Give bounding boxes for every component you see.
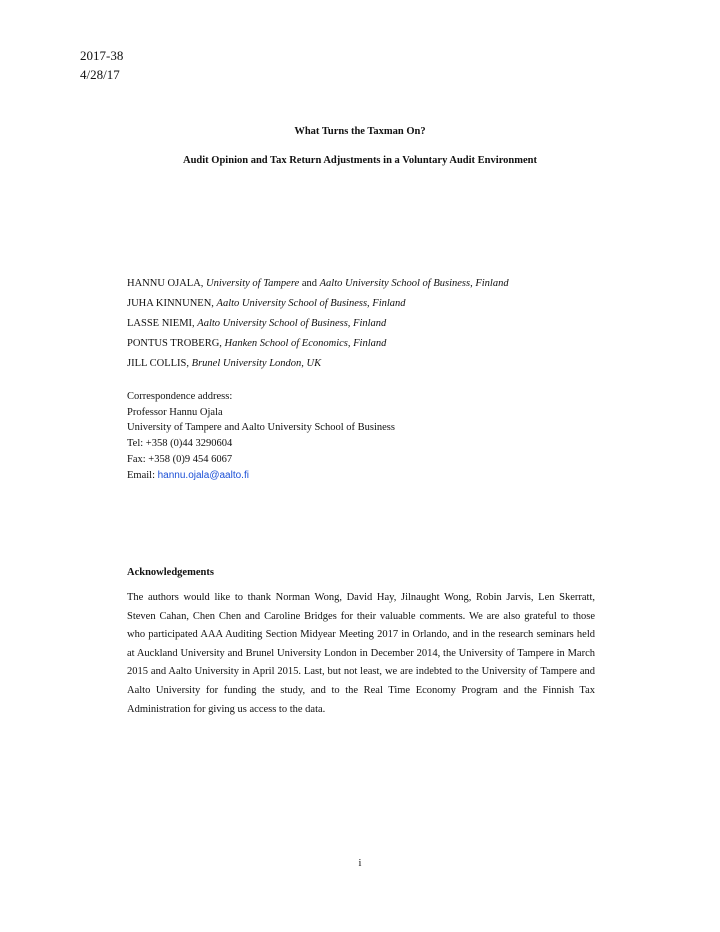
correspondence-email-line xyxy=(127,468,395,484)
acknowledgements-body: The authors would like to thank Norman Wong, David Hay, Jilnaught Wong, Robin Jarvis, Len Skerratt, Steven Cahan, Chen Chen and Caroline Bridges for their valuable comments. We are also grateful to those who participated AAA Auditing Section Midyear Meeting 2017 in Orlando, and in the research seminars held at Auckland University and Brunel University London in December 2014, the University of Tampere in March 2015 and Aalto University in April 2015. Last, but not least, we are indebted to the University of Tampere and Aalto University for funding the study, and to the Real Time Economy Program and the Finnish Tax Administration for giving us access to the data. xyxy=(127,592,595,715)
acknowledgements-heading: Acknowledgements xyxy=(127,567,214,578)
author-affiliation: Hanken School of Economics, Finland xyxy=(224,338,387,349)
author-line xyxy=(127,297,406,311)
correspondence-institution: University of Tampere and Aalto University School of Business xyxy=(127,422,395,434)
author-affiliation: Aalto University School of Business, Finland xyxy=(197,318,387,329)
correspondence-fax: Fax: +358 (0)9 454 6067 xyxy=(127,453,233,465)
paper-title: What Turns the Taxman On? xyxy=(294,126,426,137)
author-line xyxy=(127,277,509,291)
author-name: JILL COLLIS, xyxy=(127,358,190,369)
paper-subtitle: Audit Opinion and Tax Return Adjustments in a Voluntary Audit Environment xyxy=(183,155,537,166)
author-name: HANNU OJALA, xyxy=(127,278,204,289)
email-link[interactable]: hannu.ojala@aalto.fi xyxy=(157,469,249,481)
page-number: i xyxy=(358,858,362,869)
author-affiliation: University of Tampere xyxy=(206,278,300,289)
author-affiliation: Brunel University London, UK xyxy=(191,358,322,369)
doc-number: 2017-38 xyxy=(80,48,124,63)
email-label: Email: xyxy=(127,469,155,481)
correspondence-heading: Correspondence address: xyxy=(127,391,233,402)
correspondence-name: Professor Hannu Ojala xyxy=(127,406,223,418)
correspondence-block xyxy=(127,389,395,483)
author-name: LASSE NIEMI, xyxy=(127,318,195,329)
affiliation-joiner: and xyxy=(301,278,317,289)
correspondence-tel: Tel: +358 (0)44 3290604 xyxy=(127,438,233,450)
author-affiliation: Aalto University School of Business, Finland xyxy=(319,278,509,289)
author-affiliation: Aalto University School of Business, Finland xyxy=(216,298,406,309)
author-name: JUHA KINNUNEN, xyxy=(127,298,214,309)
author-name: PONTUS TROBERG, xyxy=(127,338,222,349)
author-line xyxy=(127,357,321,371)
author-line xyxy=(127,317,386,331)
doc-date: 4/28/17 xyxy=(80,67,120,82)
author-line xyxy=(127,337,386,351)
